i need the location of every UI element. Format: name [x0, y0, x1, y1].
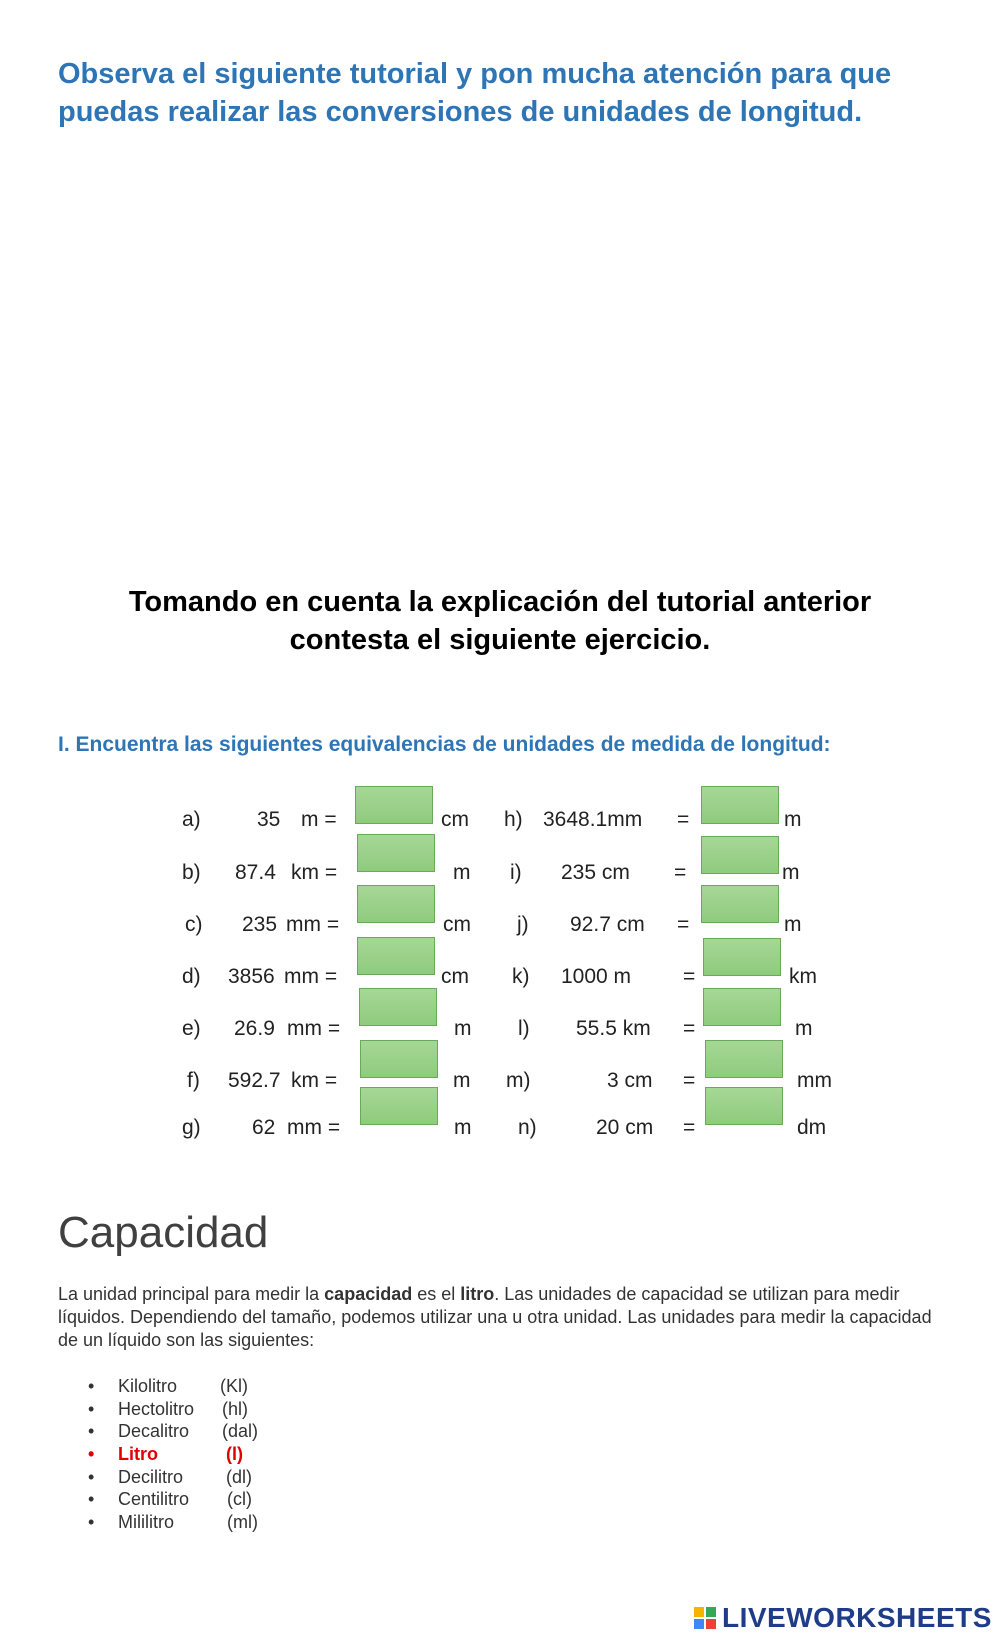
- bullet-icon: •: [88, 1421, 95, 1442]
- exercise-expression: 20 cm: [596, 1116, 654, 1139]
- exercise-letter: b): [182, 861, 201, 884]
- exercise-letter: e): [182, 1017, 201, 1040]
- answer-box-b[interactable]: [357, 834, 435, 872]
- target-unit: m: [782, 861, 800, 884]
- unit-name: Mililitro: [118, 1512, 174, 1533]
- exercise-value: 235: [242, 913, 278, 936]
- exercise-value: 87.4: [235, 861, 276, 884]
- answer-box-f[interactable]: [360, 1040, 438, 1078]
- logo-square-1: [694, 1607, 704, 1617]
- para-text-1: La unidad principal para medir la: [58, 1284, 325, 1304]
- exercise-unit: mm =: [287, 1017, 341, 1040]
- exercise-unit: km =: [291, 861, 338, 884]
- answer-box-h[interactable]: [701, 786, 779, 824]
- bullet-icon: •: [88, 1489, 95, 1510]
- target-unit: cm: [441, 965, 469, 988]
- answer-box-n[interactable]: [705, 1087, 783, 1125]
- answer-box-j[interactable]: [701, 885, 779, 923]
- target-unit: m: [784, 808, 802, 831]
- exercise-letter: f): [187, 1069, 200, 1092]
- equals-sign: =: [683, 1116, 696, 1139]
- target-unit: cm: [443, 913, 471, 936]
- unit-name: Hectolitro: [118, 1398, 195, 1419]
- answer-box-c[interactable]: [357, 885, 435, 923]
- exercise-expression: 235 cm: [561, 861, 630, 884]
- unit-abbr: (ml): [227, 1512, 258, 1533]
- exercise-unit: mm =: [287, 1116, 341, 1139]
- para-bold-capacidad: capacidad: [324, 1284, 413, 1304]
- exercise-letter: l): [518, 1017, 530, 1040]
- heading-line-1: Tomando en cuenta la explicación del tutorial anterior: [128, 586, 872, 618]
- target-unit: km: [789, 965, 817, 988]
- exercise-value: 3856: [228, 965, 275, 988]
- unit-abbr: (hl): [222, 1398, 248, 1419]
- equals-sign: =: [677, 913, 690, 936]
- exercise-heading: [0, 583, 1000, 659]
- exercise-letter: a): [182, 808, 201, 831]
- exercise-expression: 55.5 km: [576, 1017, 651, 1040]
- target-unit: m: [795, 1017, 813, 1040]
- capacidad-title: Capacidad: [58, 1208, 269, 1257]
- unit-abbr: (l): [226, 1444, 243, 1465]
- exercise-letter: m): [506, 1069, 531, 1092]
- equals-sign: =: [683, 965, 696, 988]
- bullet-icon: •: [88, 1444, 95, 1465]
- exercise-letter: g): [182, 1116, 201, 1139]
- para-text-3: . Las unidades de capacidad se utilizan para medir líquidos. Dependiendo del tamaño, podemos utilizar una u otra unidad. Las unidades para medir la capacidad de un líquido son las siguientes:: [58, 1284, 932, 1350]
- answer-box-m[interactable]: [705, 1040, 783, 1078]
- answer-box-g[interactable]: [360, 1087, 438, 1125]
- intro-text: Observa el siguiente tutorial y pon mucha atención para que puedas realizar las conversiones de unidades de longitud.: [58, 58, 892, 128]
- exercise-letter: k): [512, 965, 530, 988]
- target-unit: mm: [797, 1069, 832, 1092]
- exercise-letter: n): [518, 1116, 537, 1139]
- target-unit: m: [784, 913, 802, 936]
- exercise-letter: i): [510, 861, 522, 884]
- logo-square-3: [694, 1619, 704, 1629]
- bullet-icon: •: [88, 1466, 95, 1487]
- exercise-value: 592.7: [228, 1069, 281, 1092]
- logo-square-2: [706, 1607, 716, 1617]
- exercise-unit: mm =: [284, 965, 338, 988]
- exercise-unit: m =: [301, 808, 337, 831]
- target-unit: m: [454, 1017, 472, 1040]
- answer-box-l[interactable]: [703, 988, 781, 1026]
- unit-name: Decilitro: [118, 1466, 184, 1487]
- target-unit: m: [453, 1069, 471, 1092]
- target-unit: m: [453, 861, 471, 884]
- exercise-unit: mm =: [286, 913, 340, 936]
- equals-sign: =: [674, 861, 687, 884]
- exercise-expression: 3 cm: [607, 1069, 653, 1092]
- unit-abbr: (dl): [226, 1466, 252, 1487]
- exercise-letter: h): [504, 808, 523, 831]
- exercise-letter: c): [185, 913, 203, 936]
- exercise-unit: km =: [291, 1069, 338, 1092]
- unit-name: Litro: [118, 1444, 158, 1465]
- equals-sign: =: [683, 1069, 696, 1092]
- answer-box-k[interactable]: [703, 938, 781, 976]
- answer-box-d[interactable]: [357, 937, 435, 975]
- bullet-icon: •: [88, 1398, 95, 1419]
- answer-box-a[interactable]: [355, 786, 433, 824]
- unit-abbr: (Kl): [220, 1376, 248, 1396]
- unit-name: Centilitro: [118, 1489, 190, 1510]
- exercise-letter: j): [517, 913, 529, 936]
- instruction-text: I. Encuentra las siguientes equivalencias de unidades de medida de longitud:: [58, 733, 831, 756]
- answer-box-e[interactable]: [359, 988, 437, 1026]
- liveworksheets-logo: [694, 1600, 994, 1636]
- logo-square-4: [706, 1619, 716, 1629]
- unit-name: Kilolitro: [118, 1376, 178, 1396]
- heading-line-2: contesta el siguiente ejercicio.: [289, 624, 711, 656]
- unit-name: Decalitro: [118, 1421, 190, 1442]
- capacidad-paragraph: [58, 1283, 938, 1352]
- answer-box-i[interactable]: [701, 836, 779, 874]
- bullet-icon: •: [88, 1376, 95, 1396]
- equals-sign: =: [683, 1017, 696, 1040]
- target-unit: dm: [797, 1116, 827, 1139]
- exercise-value: 62: [252, 1116, 276, 1139]
- exercise-expression: 1000 m: [561, 965, 632, 988]
- exercise-letter: d): [182, 965, 201, 988]
- exercise-expression: 3648.1mm: [543, 808, 643, 831]
- para-text-2: es el: [412, 1284, 461, 1304]
- target-unit: cm: [441, 808, 469, 831]
- exercise-expression: 92.7 cm: [570, 913, 645, 936]
- equals-sign: =: [677, 808, 690, 831]
- exercise-value: 35: [257, 808, 281, 831]
- target-unit: m: [454, 1116, 472, 1139]
- para-bold-litro: litro: [460, 1284, 495, 1304]
- exercise-value: 26.9: [234, 1017, 275, 1040]
- unit-abbr: (cl): [227, 1489, 252, 1510]
- bullet-icon: •: [88, 1512, 95, 1533]
- logo-mark-icon: [694, 1607, 716, 1629]
- unit-abbr: (dal): [222, 1421, 259, 1442]
- logo-text: LIVEWORKSHEETS: [722, 1602, 992, 1633]
